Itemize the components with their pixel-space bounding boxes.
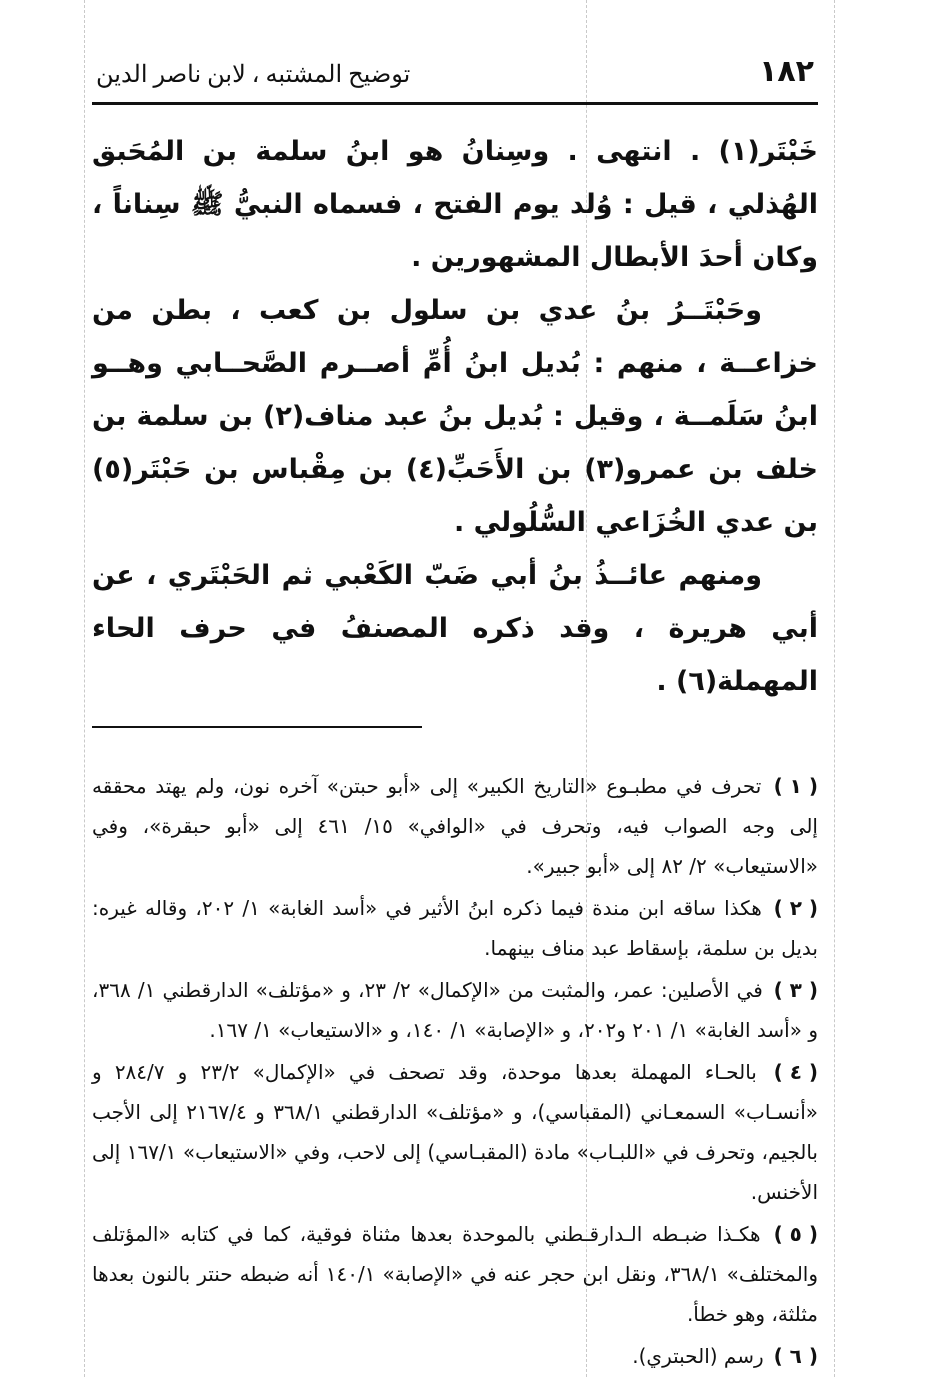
footnote-text: تحرف في مطبـوع «التاريخ الكبير» إلى «أبو حبتن» آخره نون، ولم يهتد محققه إلى وجه الصواب فيه، وتحرف في «الوافي» ١٥/ ٤٦١ إلى «أبو حبقرة»، وفي «الاستيعاب» ٢/ ٨٢ إلى «أبو جبير». <box>92 774 818 878</box>
main-text <box>92 125 818 708</box>
main-paragraph: وحَبْتَــرُ بنُ عدي بن سلول بن كعب ، بطن من خزاعــة ، منهم : بُديل ابنُ أُمِّ أصــرم الصَّحــابي وهــو ابنُ سَلَمــة ، وقيل : بُديل بنُ عبد مناف(٢) بن سلمة بن خلف بن عمرو(٣) بن الأَحَبِّ(٤) بن مِقْباس بن حَبْتَر(٥) بن عدي الخُزَاعي السُّلُولي . <box>92 295 818 538</box>
footnote-number: ( ٢ ) <box>773 896 819 920</box>
footnote-text: هكذا ساقه ابن مندة فيما ذكره ابنُ الأثير في «أسد الغابة» ١/ ٢٠٢، وقاله غيره: بديل بن سلمة، بإسقاط عبد مناف بينهما. <box>92 896 818 960</box>
footnote-item <box>92 1052 818 1212</box>
footnote-number: ( ٤ ) <box>773 1060 819 1084</box>
main-paragraph: ومنهم عائــذُ بنُ أبي ضَبّ الكَعْبي ثم الحَبْتَري ، عن أبي هريرة ، وقد ذكره المصنفُ في حرف الحاء المهملة(٦) . <box>92 560 818 697</box>
footnote-item <box>92 1336 818 1376</box>
footnote-item <box>92 888 818 968</box>
scan-margin-line-right <box>834 0 835 1377</box>
footnote-number: ( ٣ ) <box>773 978 818 1002</box>
book-page <box>92 50 819 1368</box>
footnote-text: بالحـاء المهملة بعدها موحدة، وقد تصحف في «الإكمال» ٢٣/٢ و ٢٨٤/٧ و «أنسـاب» السمعـاني (المقباسي)، و «مؤتلف» الدارقطني ٣٦٨/١ و ٢١٦٧/٤ إلى الأجب بالجيم، وتحرف في «اللبـاب» مادة (المقبـاسي) إلى لاحب، وفي «الاستيعاب» ١٦٧/١ إلى الأخنس. <box>92 1060 819 1204</box>
scan-margin-line-left <box>84 0 85 1377</box>
footnote-item <box>92 1214 818 1334</box>
page-header <box>92 50 818 105</box>
main-paragraph: خَبْتَر(١) . انتهى . وسِنانُ هو ابنُ سلمة بن المُحَبق الهُذلي ، قيل : وُلد يوم الفتح ، فسماه النبيُّ ﷺ سِناناً ، وكان أحدَ الأبطال المشهورين . <box>92 136 818 273</box>
footnote-item <box>92 766 818 886</box>
footnote-number: ( ٦ ) <box>773 1344 818 1368</box>
running-head-title: توضيح المشتبه ، لابن ناصر الدين <box>96 62 411 88</box>
footnote-separator <box>92 726 422 728</box>
footnote-number: ( ٥ ) <box>773 1222 818 1246</box>
footnotes <box>92 766 818 1376</box>
footnote-text: هكـذا ضبـطه الـدارقـطني بالموحدة بعدها مثناة فوقية، كما في كتابه «المؤتلف والمختلف» ٣٦٨/١، ونقل ابن حجر عنه في «الإصابة» ١٤٠/١ أنه ضبطه حنتر بالنون بعدها مثلثة، وهو خطأ. <box>92 1222 819 1326</box>
footnote-number: ( ١ ) <box>773 774 818 798</box>
footnote-item <box>92 970 818 1050</box>
page-number: ١٨٢ <box>759 54 814 89</box>
footnote-text: في الأصلين: عمر، والمثبت من «الإكمال» ٢/ ٢٣، و «مؤتلف» الدارقطني ١/ ٣٦٨، و «أسد الغابة» ١/ ٢٠١ و٢٠٢، و «الإصابة» ١/ ١٤٠، و «الاستيعاب» ١/ ١٦٧. <box>92 978 818 1042</box>
footnote-text: رسم (الحبتري). <box>632 1344 764 1368</box>
